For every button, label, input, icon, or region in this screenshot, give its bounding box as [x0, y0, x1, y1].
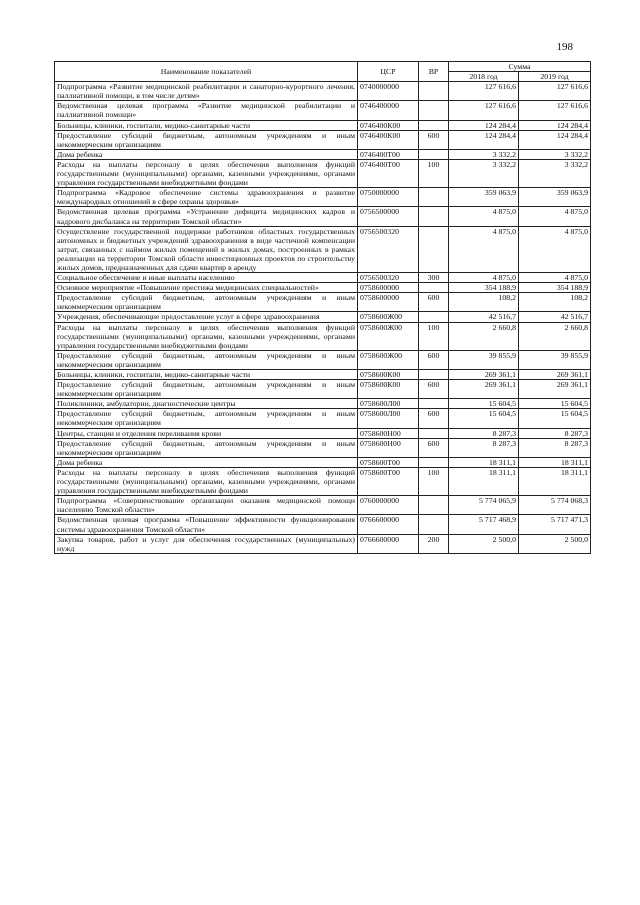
row-name: Больницы, клиники, госпитали, медико-санитарные части — [55, 120, 358, 130]
header-csr: ЦСР — [358, 62, 419, 82]
row-name: Подпрограмма «Кадровое обеспечение системы здравоохранения и развитие международных отношений в сфере охраны здоровья» — [55, 188, 358, 207]
row-sum-2019: 108,2 — [519, 293, 591, 312]
row-sum-2018: 127 616,6 — [449, 82, 519, 101]
row-sum-2018: 3 332,2 — [449, 149, 519, 159]
row-csr: 0756500320 — [358, 273, 419, 283]
row-sum-2019: 2 500,0 — [519, 534, 591, 553]
row-sum-2018: 4 875,0 — [449, 226, 519, 272]
row-vr: 100 — [419, 467, 449, 495]
row-csr: 0758600Н00 — [358, 428, 419, 438]
row-sum-2018: 18 311,1 — [449, 467, 519, 495]
table-row — [55, 534, 591, 553]
row-sum-2019: 3 332,2 — [519, 149, 591, 159]
row-vr — [419, 120, 449, 130]
row-name: Поликлиники, амбулатории, диагностические центры — [55, 399, 358, 409]
row-vr — [419, 226, 449, 272]
row-name: Закупка товаров, работ и услуг для обеспечения государственных (муниципальных) нужд — [55, 534, 358, 553]
table-row — [55, 467, 591, 495]
table-row — [55, 322, 591, 350]
row-csr: 0758600000 — [358, 293, 419, 312]
row-vr — [419, 457, 449, 467]
row-name: Дома ребенка — [55, 457, 358, 467]
row-vr — [419, 428, 449, 438]
row-csr: 0758600Л00 — [358, 409, 419, 428]
row-csr: 0758600Т00 — [358, 457, 419, 467]
table-row — [55, 226, 591, 272]
row-vr — [419, 207, 449, 226]
row-name: Подпрограмма «Развитие медицинской реабилитации и санаторно-курортного лечения, паллиативной помощи, в том числе детям» — [55, 82, 358, 101]
header-vr: ВР — [419, 62, 449, 82]
row-sum-2019: 124 284,4 — [519, 120, 591, 130]
row-sum-2018: 2 500,0 — [449, 534, 519, 553]
row-sum-2019: 15 604,5 — [519, 409, 591, 428]
row-sum-2019: 39 855,9 — [519, 350, 591, 369]
row-sum-2019: 127 616,6 — [519, 101, 591, 120]
row-sum-2018: 3 332,2 — [449, 159, 519, 187]
row-sum-2018: 8 287,3 — [449, 428, 519, 438]
row-csr: 0746400К00 — [358, 130, 419, 149]
row-sum-2019: 5 717 471,3 — [519, 515, 591, 534]
table-row — [55, 496, 591, 515]
row-sum-2019: 2 660,8 — [519, 322, 591, 350]
row-sum-2018: 4 875,0 — [449, 207, 519, 226]
table-row — [55, 409, 591, 428]
row-sum-2018: 359 063,9 — [449, 188, 519, 207]
row-vr — [419, 312, 449, 322]
row-vr: 100 — [419, 322, 449, 350]
table-row — [55, 273, 591, 283]
row-sum-2018: 269 361,1 — [449, 370, 519, 380]
table-row — [55, 207, 591, 226]
row-sum-2019: 4 875,0 — [519, 273, 591, 283]
row-vr: 300 — [419, 273, 449, 283]
row-sum-2019: 269 361,1 — [519, 380, 591, 399]
row-name: Предоставление субсидий бюджетным, автономным учреждениям и иным некоммерческим организациям — [55, 130, 358, 149]
row-name: Расходы на выплаты персоналу в целях обеспечения выполнения функций государственными (муниципальными) органами, казенными учреждениями, органами управления государственными внебюджетными фондами — [55, 159, 358, 187]
row-sum-2019: 15 604,5 — [519, 399, 591, 409]
row-name: Основное мероприятие «Повышение престижа медицинских специальностей» — [55, 283, 358, 293]
row-name: Центры, станции и отделения переливания крови — [55, 428, 358, 438]
row-vr — [419, 101, 449, 120]
row-vr: 600 — [419, 438, 449, 457]
table-row — [55, 149, 591, 159]
row-csr: 0758600Т00 — [358, 467, 419, 495]
row-csr: 0756500000 — [358, 207, 419, 226]
row-name: Учреждения, обеспечивающие предоставление услуг в сфере здравоохранения — [55, 312, 358, 322]
header-2019: 2019 год — [519, 72, 591, 82]
row-sum-2018: 39 855,9 — [449, 350, 519, 369]
row-name: Ведомственная целевая программа «Устранение дефицита медицинских кадров и кадрового дисбаланса на территории Томской области» — [55, 207, 358, 226]
row-name: Предоставление субсидий бюджетным, автономным учреждениям и иным некоммерческим организациям — [55, 293, 358, 312]
row-vr — [419, 283, 449, 293]
row-name: Осуществление государственной поддержки работников областных государственных автономных и бюджетных учреждений здравоохранения в виде частичной компенсации затрат, связанных с наймом жилых помещений в жилых домах, построенных в рамках реализации на территории Томской области инвестиционных проектов по строительству жилых домов, предназначенных для сдачи квартир в аренду — [55, 226, 358, 272]
row-vr: 600 — [419, 130, 449, 149]
row-csr: 0760000000 — [358, 496, 419, 515]
header-sum: Сумма — [449, 62, 591, 72]
row-csr: 0758600К00 — [358, 380, 419, 399]
row-sum-2018: 127 616,6 — [449, 101, 519, 120]
row-sum-2019: 3 332,2 — [519, 159, 591, 187]
row-sum-2019: 18 311,1 — [519, 467, 591, 495]
row-vr: 600 — [419, 409, 449, 428]
row-sum-2019: 5 774 068,3 — [519, 496, 591, 515]
row-name: Ведомственная целевая программа «Развитие медицинской реабилитации и паллиативной помощи» — [55, 101, 358, 120]
row-csr: 0746400Т00 — [358, 159, 419, 187]
row-vr — [419, 515, 449, 534]
table-body — [55, 82, 591, 554]
row-sum-2019: 354 188,9 — [519, 283, 591, 293]
row-csr: 0758600К00 — [358, 370, 419, 380]
row-csr: 0758600Ж00 — [358, 350, 419, 369]
row-sum-2018: 42 516,7 — [449, 312, 519, 322]
row-csr: 0746400К00 — [358, 120, 419, 130]
table-row — [55, 438, 591, 457]
row-name: Больницы, клиники, госпитали, медико-санитарные части — [55, 370, 358, 380]
table-row — [55, 428, 591, 438]
row-sum-2019: 18 311,1 — [519, 457, 591, 467]
row-vr: 200 — [419, 534, 449, 553]
row-name: Предоставление субсидий бюджетным, автономным учреждениям и иным некоммерческим организациям — [55, 350, 358, 369]
row-csr: 0758600Л00 — [358, 399, 419, 409]
page-number: 198 — [556, 41, 573, 53]
table-row — [55, 188, 591, 207]
row-csr: 0766600000 — [358, 534, 419, 553]
row-vr — [419, 82, 449, 101]
row-sum-2018: 5 774 065,9 — [449, 496, 519, 515]
row-sum-2018: 124 284,4 — [449, 130, 519, 149]
row-sum-2019: 8 287,3 — [519, 438, 591, 457]
row-csr: 0758600000 — [358, 283, 419, 293]
row-sum-2019: 4 875,0 — [519, 207, 591, 226]
row-name: Подпрограмма «Совершенствование организации оказания медицинской помощи населению Томской области» — [55, 496, 358, 515]
row-name: Предоставление субсидий бюджетным, автономным учреждениям и иным некоммерческим организациям — [55, 409, 358, 428]
row-vr — [419, 496, 449, 515]
row-sum-2018: 269 361,1 — [449, 380, 519, 399]
row-sum-2019: 359 063,9 — [519, 188, 591, 207]
table-row — [55, 380, 591, 399]
row-csr: 0746400000 — [358, 101, 419, 120]
row-sum-2019: 124 284,4 — [519, 130, 591, 149]
row-sum-2018: 18 311,1 — [449, 457, 519, 467]
row-sum-2018: 4 875,0 — [449, 273, 519, 283]
header-2018: 2018 год — [449, 72, 519, 82]
row-name: Предоставление субсидий бюджетным, автономным учреждениям и иным некоммерческим организациям — [55, 380, 358, 399]
row-sum-2018: 15 604,5 — [449, 399, 519, 409]
row-sum-2019: 127 616,6 — [519, 82, 591, 101]
table-row — [55, 120, 591, 130]
table-row — [55, 399, 591, 409]
row-vr: 600 — [419, 350, 449, 369]
row-name: Предоставление субсидий бюджетным, автономным учреждениям и иным некоммерческим организациям — [55, 438, 358, 457]
table-row — [55, 312, 591, 322]
row-csr: 0746400Т00 — [358, 149, 419, 159]
row-vr: 600 — [419, 293, 449, 312]
table-row — [55, 82, 591, 101]
table-row — [55, 515, 591, 534]
row-csr: 0740000000 — [358, 82, 419, 101]
row-sum-2019: 269 361,1 — [519, 370, 591, 380]
table-row — [55, 370, 591, 380]
row-sum-2018: 354 188,9 — [449, 283, 519, 293]
row-name: Ведомственная целевая программа «Повышение эффективности функционирования системы здравоохранения Томской области» — [55, 515, 358, 534]
row-sum-2018: 2 660,8 — [449, 322, 519, 350]
table-row — [55, 350, 591, 369]
row-vr — [419, 188, 449, 207]
row-csr: 0750000000 — [358, 188, 419, 207]
row-name: Социальное обеспечение и иные выплаты населению — [55, 273, 358, 283]
budget-table — [54, 61, 591, 554]
row-csr: 0758600Н00 — [358, 438, 419, 457]
table-row — [55, 159, 591, 187]
row-vr — [419, 149, 449, 159]
row-csr: 0758600Ж00 — [358, 312, 419, 322]
header-row — [55, 62, 591, 72]
table-row — [55, 457, 591, 467]
row-csr: 0766600000 — [358, 515, 419, 534]
header-name: Наименование показателей — [55, 62, 358, 82]
row-vr — [419, 370, 449, 380]
row-csr: 0756500320 — [358, 226, 419, 272]
row-name: Расходы на выплаты персоналу в целях обеспечения выполнения функций государственными (муниципальными) органами, казенными учреждениями, органами управления государственными внебюджетными фондами — [55, 467, 358, 495]
row-sum-2018: 108,2 — [449, 293, 519, 312]
row-sum-2019: 4 875,0 — [519, 226, 591, 272]
row-name: Расходы на выплаты персоналу в целях обеспечения выполнения функций государственными (муниципальными) органами, казенными учреждениями, органами управления государственными внебюджетными фондами — [55, 322, 358, 350]
row-vr: 600 — [419, 380, 449, 399]
table-row — [55, 293, 591, 312]
table-row — [55, 101, 591, 120]
row-vr: 100 — [419, 159, 449, 187]
row-vr — [419, 399, 449, 409]
row-name: Дома ребенка — [55, 149, 358, 159]
row-sum-2018: 124 284,4 — [449, 120, 519, 130]
table-row — [55, 283, 591, 293]
row-sum-2018: 8 287,3 — [449, 438, 519, 457]
table-row — [55, 130, 591, 149]
row-sum-2019: 8 287,3 — [519, 428, 591, 438]
row-sum-2018: 5 717 468,9 — [449, 515, 519, 534]
row-sum-2018: 15 604,5 — [449, 409, 519, 428]
row-sum-2019: 42 516,7 — [519, 312, 591, 322]
row-csr: 0758600Ж00 — [358, 322, 419, 350]
